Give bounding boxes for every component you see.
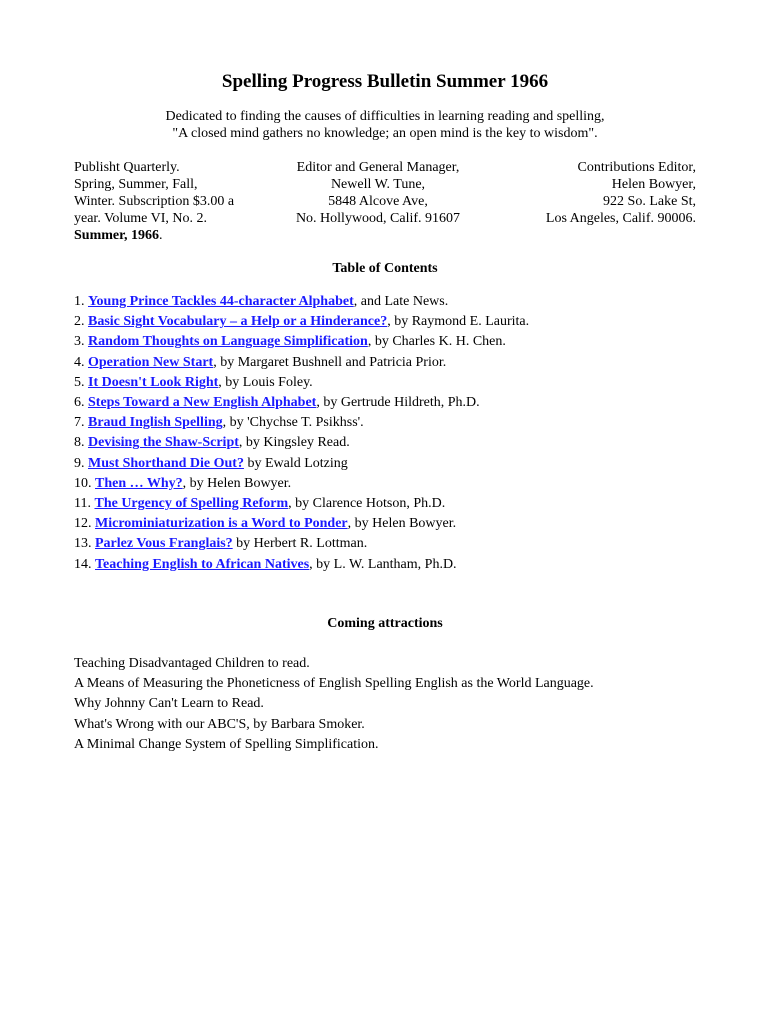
editor-line: Editor and General Manager,	[296, 160, 460, 175]
contributions-line: Helen Bowyer,	[611, 177, 696, 192]
coming-attractions-list	[74, 654, 594, 755]
publication-schedule	[74, 159, 234, 244]
toc-item	[74, 292, 529, 312]
toc-link[interactable]: Basic Sight Vocabulary – a Help or a Hinderance?	[88, 314, 388, 330]
toc-item-number: 8.	[74, 435, 88, 451]
toc-item-number: 9.	[74, 455, 88, 471]
toc-item	[74, 534, 529, 554]
toc-item-number: 3.	[74, 334, 88, 350]
editor-line: No. Hollywood, Calif. 91607	[295, 211, 461, 226]
coming-item: What's Wrong with our ABC'S, by Barbara Smoker.	[74, 716, 365, 732]
toc-link[interactable]: Then … Why?	[95, 475, 183, 491]
toc-item-byline: , by Kingsley Read.	[238, 435, 350, 451]
page-title: Spelling Progress Bulletin Summer 1966	[221, 71, 549, 92]
contributions-line: 922 So. Lake St,	[603, 194, 696, 209]
toc-item	[74, 514, 529, 534]
toc-item-number: 10.	[74, 475, 95, 491]
toc-item-byline: , by Charles K. H. Chen.	[367, 334, 506, 350]
contributions-line: Contributions Editor,	[577, 160, 696, 175]
publication-issue	[74, 227, 234, 244]
toc-item-number: 2.	[74, 314, 88, 330]
toc-item-number: 1.	[74, 294, 88, 309]
toc-item	[74, 353, 529, 373]
toc-link[interactable]: Operation New Start	[88, 354, 214, 370]
coming-item: A Means of Measuring the Phoneticness of English Spelling English as the World Language.	[74, 676, 594, 692]
dedication	[0, 108, 770, 142]
toc-link[interactable]: Devising the Shaw-Script	[88, 435, 239, 451]
toc-item	[74, 413, 529, 433]
toc-item-number: 12.	[74, 516, 95, 532]
toc-item-byline: , by Clarence Hotson, Ph.D.	[288, 496, 446, 512]
toc-item	[74, 332, 529, 352]
coming-item: A Minimal Change System of Spelling Simplification.	[74, 736, 379, 752]
toc-item-number: 5.	[74, 374, 88, 390]
contributions-line: Los Angeles, Calif. 90006.	[545, 211, 696, 226]
coming-item: Why Johnny Can't Learn to Read.	[74, 696, 264, 712]
publication-line: Publisht Quarterly.	[74, 160, 180, 175]
toc-item-number: 7.	[74, 415, 88, 431]
editor-info	[268, 159, 488, 227]
publication-line: year. Volume VI, No. 2.	[74, 211, 207, 226]
coming-item: Teaching Disadvantaged Children to read.	[74, 656, 310, 671]
dedication-quote: "A closed mind gathers no knowledge; an open mind is the key to wisdom".	[172, 126, 598, 141]
toc-list	[74, 292, 529, 575]
contributions-editor-info	[546, 159, 696, 227]
toc-heading: Table of Contents	[332, 261, 438, 276]
toc-item	[74, 312, 529, 332]
publication-line: Spring, Summer, Fall,	[74, 177, 198, 192]
toc-item-byline: , by Margaret Bushnell and Patricia Prior.	[213, 354, 447, 370]
toc-item-byline: , and Late News.	[353, 294, 449, 309]
toc-item	[74, 454, 529, 474]
dedication-line: Dedicated to finding the causes of difficulties in learning reading and spelling,	[165, 109, 605, 124]
coming-attractions-heading: Coming attractions	[327, 616, 443, 631]
toc-item-byline: by Herbert R. Lottman.	[232, 536, 368, 552]
toc-item	[74, 555, 529, 575]
editor-line: 5848 Alcove Ave,	[328, 194, 428, 209]
toc-item-number: 13.	[74, 536, 95, 552]
toc-link[interactable]: Braud Inglish Spelling	[88, 415, 223, 431]
toc-item-byline: , by Gertrude Hildreth, Ph.D.	[316, 395, 480, 411]
toc-item-number: 11.	[74, 496, 95, 512]
toc-item	[74, 373, 529, 393]
issue-label-suffix: .	[159, 228, 163, 243]
toc-link[interactable]: Must Shorthand Die Out?	[88, 455, 244, 471]
toc-link[interactable]: Young Prince Tackles 44-character Alphabet	[88, 294, 354, 309]
issue-label: Summer, 1966	[74, 228, 160, 243]
toc-item-byline: , by Helen Bowyer.	[182, 475, 292, 491]
toc-item-byline: , by L. W. Lantham, Ph.D.	[309, 556, 457, 572]
toc-link[interactable]: It Doesn't Look Right	[88, 374, 219, 390]
toc-link[interactable]: Teaching English to African Natives	[95, 556, 310, 572]
editor-line: Newell W. Tune,	[330, 177, 426, 192]
toc-link[interactable]: Microminiaturization is a Word to Ponder	[95, 516, 348, 532]
toc-item	[74, 433, 529, 453]
toc-item-byline: , by Louis Foley.	[218, 374, 313, 390]
toc-link[interactable]: The Urgency of Spelling Reform	[94, 496, 289, 512]
toc-item	[74, 393, 529, 413]
toc-item-number: 4.	[74, 354, 88, 370]
toc-item-byline: by Ewald Lotzing	[243, 455, 348, 471]
toc-item	[74, 494, 529, 514]
toc-link[interactable]: Random Thoughts on Language Simplification	[88, 334, 368, 350]
publication-line: Winter. Subscription $3.00 a	[74, 194, 235, 209]
toc-link[interactable]: Steps Toward a New English Alphabet	[88, 395, 317, 411]
toc-item-byline: , by 'Chychse T. Psikhss'.	[222, 415, 364, 431]
toc-item-number: 6.	[74, 395, 88, 411]
toc-item	[74, 474, 529, 494]
toc-item-byline: , by Raymond E. Laurita.	[387, 314, 530, 330]
toc-item-number: 14.	[74, 556, 95, 572]
toc-item-byline: , by Helen Bowyer.	[347, 516, 457, 532]
toc-link[interactable]: Parlez Vous Franglais?	[95, 536, 233, 552]
